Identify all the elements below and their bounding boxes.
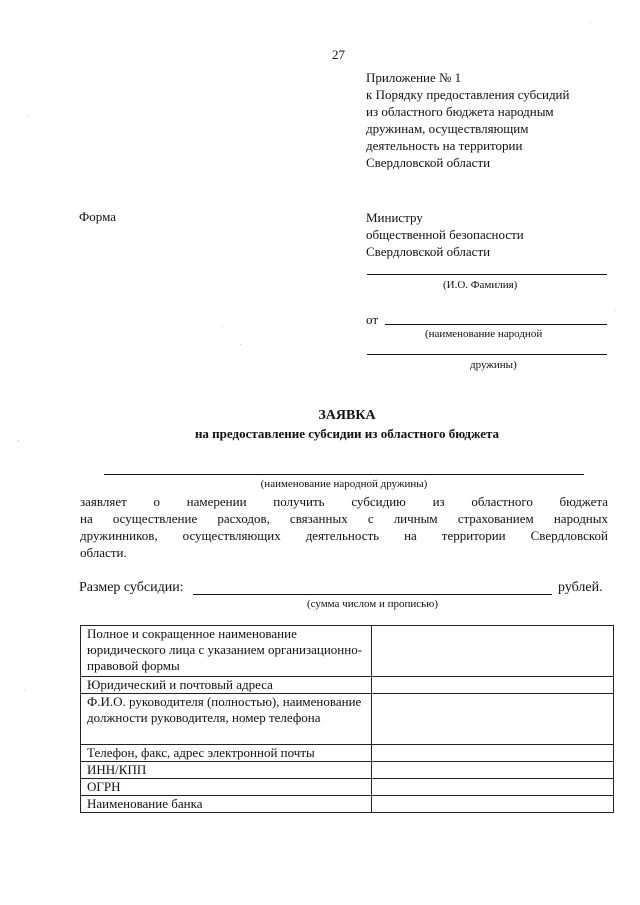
row-value-field[interactable] bbox=[372, 779, 614, 796]
druzhina-caption-1: (наименование народной bbox=[425, 328, 543, 340]
recipient-line: Свердловской области bbox=[366, 244, 491, 259]
from-label: от bbox=[366, 312, 379, 327]
row-value-field[interactable] bbox=[372, 626, 614, 677]
row-value-field[interactable] bbox=[372, 694, 614, 745]
table-row bbox=[81, 762, 614, 779]
minister-name-caption: (И.О. Фамилия) bbox=[443, 279, 518, 291]
scan-speck bbox=[28, 115, 29, 116]
document-subtitle: на предоставление субсидии из областного бюджета bbox=[194, 426, 500, 441]
recipient-line: Министру bbox=[366, 210, 423, 225]
scan-speck bbox=[222, 326, 223, 327]
table-row bbox=[81, 694, 614, 745]
row-label: Ф.И.О. руководителя (полностью), наименование должности руководителя, номер телефона bbox=[81, 694, 372, 745]
subsidy-unit: рублей. bbox=[558, 580, 603, 595]
row-value-field[interactable] bbox=[372, 762, 614, 779]
row-label: Телефон, факс, адрес электронной почты bbox=[81, 745, 372, 762]
table-row bbox=[81, 796, 614, 813]
row-label: Полное и сокращенное наименование юридического лица с указанием организационно-правовой формы bbox=[81, 626, 372, 677]
scan-speck bbox=[615, 310, 616, 311]
row-label: ОГРН bbox=[81, 779, 372, 796]
row-label: Наименование банка bbox=[81, 796, 372, 813]
row-value-field[interactable] bbox=[372, 745, 614, 762]
declaration-line: области. bbox=[80, 545, 127, 560]
form-label: Форма bbox=[79, 209, 116, 224]
declaration-line: на осуществление расходов, связанных с личным страхованием народных bbox=[80, 511, 608, 526]
scan-speck bbox=[24, 690, 25, 691]
scan-speck bbox=[18, 440, 19, 441]
recipient-line: общественной безопасности bbox=[366, 227, 524, 242]
row-value-field[interactable] bbox=[372, 796, 614, 813]
subsidy-caption: (сумма числом и прописью) bbox=[306, 598, 439, 610]
declaration-line: дружинников, осуществляющих деятельность на территории Свердловской bbox=[80, 528, 608, 543]
page-number: 27 bbox=[332, 47, 345, 62]
appendix-line: Приложение № 1 bbox=[366, 70, 462, 85]
organization-info-table bbox=[80, 625, 614, 813]
applicant-name-field[interactable] bbox=[104, 474, 584, 475]
druzhina-name-field[interactable] bbox=[385, 324, 607, 325]
appendix-line: деятельность на территории bbox=[366, 138, 523, 153]
table-row bbox=[81, 626, 614, 677]
row-label: ИНН/КПП bbox=[81, 762, 372, 779]
subsidy-label: Размер субсидии: bbox=[79, 580, 184, 595]
table-row bbox=[81, 779, 614, 796]
appendix-line: из областного бюджета народным bbox=[366, 104, 554, 119]
table-row bbox=[81, 745, 614, 762]
appendix-block bbox=[366, 69, 569, 171]
appendix-line: к Порядку предоставления субсидий bbox=[366, 87, 570, 102]
recipient-block bbox=[366, 209, 524, 260]
scan-speck bbox=[240, 344, 241, 345]
row-value-field[interactable] bbox=[372, 677, 614, 694]
appendix-line: Свердловской области bbox=[366, 155, 491, 170]
scan-speck bbox=[590, 22, 591, 23]
appendix-line: дружинам, осуществляющим bbox=[366, 121, 529, 136]
row-label: Юридический и почтовый адреса bbox=[81, 677, 372, 694]
declaration-text bbox=[80, 493, 608, 561]
document-title: ЗАЯВКА bbox=[318, 408, 376, 423]
declaration-line: заявляет о намерении получить субсидию из областного бюджета bbox=[80, 494, 608, 509]
druzhina-name-field-2[interactable] bbox=[367, 354, 607, 355]
applicant-name-caption: (наименование народной дружины) bbox=[260, 478, 428, 490]
table-row bbox=[81, 677, 614, 694]
subsidy-amount-field[interactable] bbox=[193, 594, 552, 595]
minister-name-field[interactable] bbox=[367, 274, 607, 275]
druzhina-caption-2: дружины) bbox=[470, 359, 517, 371]
